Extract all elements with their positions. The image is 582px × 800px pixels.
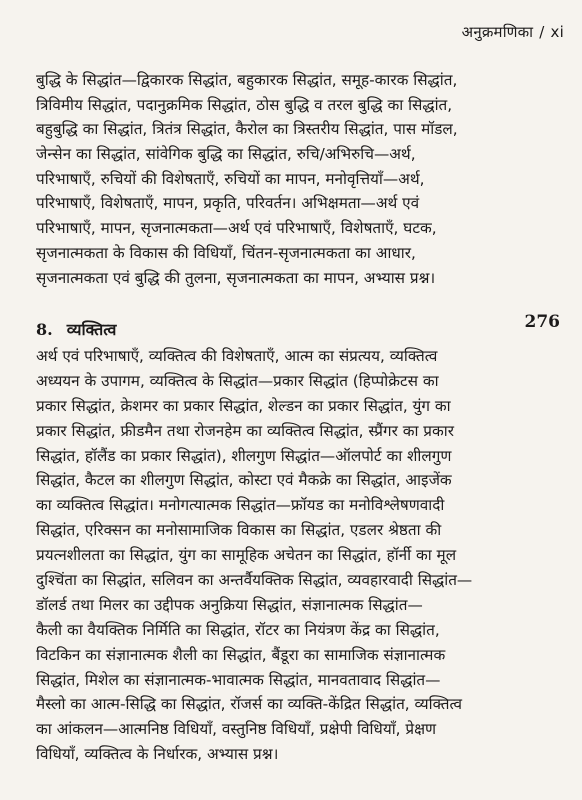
chapter-number: 8. <box>36 320 53 339</box>
text-line: अध्ययन के उपागम, व्यक्तित्व के सिद्धांत—प्रकार सिद्धांत (हिप्पोक्रेटस का <box>36 371 439 390</box>
text-line: प्रकार सिद्धांत, फ्रीडमैन तथा रोजनहेम का व्यक्तित्व सिद्धांत, स्प्रैंगर का प्रकार <box>36 421 454 440</box>
text-line: बुद्धि के सिद्धांत—द्विकारक सिद्धांत, बहुकारक सिद्धांत, समूह-कारक सिद्धांत, <box>36 71 458 89</box>
text-line: कैली का वैयक्तिक निर्मिति का सिद्धांत, रॉटर का नियंत्रण केंद्र का सिद्धांत, <box>36 620 440 639</box>
chapter-heading <box>36 312 560 340</box>
text-line: परिभाषाएँ, रुचियों की विशेषताएँ, रुचियों का मापन, मनोवृत्तियाँ—अर्थ, <box>36 169 425 188</box>
text-line: सृजनात्मकता एवं बुद्धि की तुलना, सृजनात्मकता का मापन, अभ्यास प्रश्न। <box>36 268 436 287</box>
text-line: प्रयत्नशीलता का सिद्धांत, युंग का सामूहिक अचेतन का सिद्धांत, हॉर्नी का मूल <box>36 546 457 565</box>
text-line: का व्यक्तित्व सिद्धांत। मनोगत्यात्मक सिद्धांत—फ्रॉयड का मनोविश्लेषणवादी <box>36 496 445 515</box>
text-line: अर्थ एवं परिभाषाएँ, व्यक्तित्व की विशेषताएँ, आत्म का संप्रत्यय, व्यक्तित्व <box>36 347 438 365</box>
text-line: त्रिविमीय सिद्धांत, पदानुक्रमिक सिद्धांत, ठोस बुद्धि व तरल बुद्धि का सिद्धांत, <box>36 95 453 114</box>
text-line: सृजनात्मकता के विकास की विधियाँ, चिंतन-सृजनात्मकता का आधार, <box>36 243 416 262</box>
text-line: दुश्चिंता का सिद्धांत, सलिवन का अन्तर्वैयक्तिक सिद्धांत, व्यवहारवादी सिद्धांत— <box>36 571 473 590</box>
running-title: अनुक्रमणिका <box>461 23 534 41</box>
page-header <box>462 22 564 42</box>
page-number-roman: xi <box>550 23 564 41</box>
text-line: सिद्धांत, एरिक्सन का मनोसामाजिक विकास का सिद्धांत, एडलर श्रेष्ठता की <box>36 521 442 540</box>
text-line: विधियाँ, व्यक्तित्व के निर्धारक, अभ्यास प्रश्न। <box>36 745 279 764</box>
text-line: परिभाषाएँ, विशेषताएँ, मापन, प्रकृति, परिवर्तन। अभिक्षमता—अर्थ एवं <box>36 194 420 213</box>
chapter-contents-text <box>36 344 556 767</box>
text-line: सिद्धांत, मिशेल का संज्ञानात्मक-भावात्मक सिद्धांत, मानवतावाद सिद्धांत— <box>36 670 441 689</box>
text-line: प्रकार सिद्धांत, क्रेशमर का प्रकार सिद्धांत, शेल्डन का प्रकार सिद्धांत, युंग का <box>36 396 451 415</box>
continued-section-text <box>36 68 556 290</box>
text-line: मैस्लो का आत्म-सिद्धि का सिद्धांत, रॉजर्स का व्यक्ति-केंद्रित सिद्धांत, व्यक्तित्व <box>36 695 463 714</box>
text-line: डॉलर्ड तथा मिलर का उद्दीपक अनुक्रिया सिद्धांत, संज्ञानात्मक सिद्धांत— <box>36 595 423 614</box>
text-line: सिद्धांत, कैटल का शीलगुण सिद्धांत, कोस्टा एवं मैकक्रे का सिद्धांत, आइजेंक <box>36 471 452 490</box>
text-line: सिद्धांत, हॉलैंड का प्रकार सिद्धांत), शीलगुण सिद्धांत—ऑलपोर्ट का शीलगुण <box>36 446 452 465</box>
text-line: जेन्सेन का सिद्धांत, सांवेगिक बुद्धि का सिद्धांत, रुचि/अभिरुचि—अर्थ, <box>36 145 416 164</box>
text-line: विटकिन का संज्ञानात्मक शैली का सिद्धांत, बैंडूरा का सामाजिक संज्ञानात्मक <box>36 645 446 664</box>
header-separator: / <box>539 23 545 41</box>
text-line: परिभाषाएँ, मापन, सृजनात्मकता—अर्थ एवं परिभाषाएँ, विशेषताएँ, घटक, <box>36 219 437 238</box>
text-line: बहुबुद्धि का सिद्धांत, त्रितंत्र सिद्धांत, कैरोल का त्रिस्तरीय सिद्धांत, पास मॉडल, <box>36 120 458 139</box>
chapter-page-number: 276 <box>524 312 560 332</box>
chapter-title: व्यक्तित्व <box>66 320 117 339</box>
text-line: का आंकलन—आत्मनिष्ठ विधियाँ, वस्तुनिष्ठ विधियाँ, प्रक्षेपी विधियाँ, प्रेक्षण <box>36 720 437 739</box>
